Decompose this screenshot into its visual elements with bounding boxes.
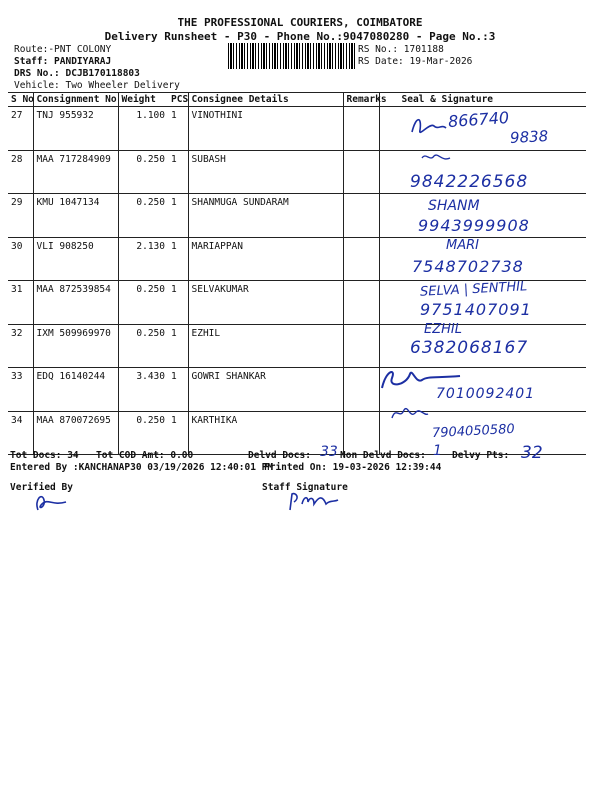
cell-weight: 0.250 [118, 411, 168, 455]
drs-value: DCJB170118803 [65, 68, 140, 79]
cell-weight: 0.250 [118, 324, 168, 368]
staff-signature-label: Staff Signature [262, 482, 348, 493]
col-pcs: PCS [168, 93, 188, 107]
cell-consignment: MAA 717284909 [33, 150, 118, 194]
cell-sno: 32 [8, 324, 33, 368]
drs-number [14, 68, 140, 79]
cell-consignment: KMU 1047134 [33, 194, 118, 238]
cell-weight: 1.100 [118, 107, 168, 151]
cell-pcs: 1 [168, 324, 188, 368]
non-delivered-value: 1 [433, 443, 442, 459]
cell-consignment: EDQ 16140244 [33, 368, 118, 412]
cell-sno: 33 [8, 368, 33, 412]
cell-weight: 0.250 [118, 194, 168, 238]
cell-remarks [343, 281, 379, 325]
hw-number: 7904050580 [431, 421, 516, 442]
col-sno: S No [8, 93, 33, 107]
cell-remarks [343, 150, 379, 194]
cell-weight: 0.250 [118, 281, 168, 325]
table-header-row [8, 93, 586, 107]
cell-pcs: 1 [168, 107, 188, 151]
cell-sno: 31 [8, 281, 33, 325]
printed-on: Printed On: 19-03-2026 12:39:44 [264, 462, 442, 473]
hw-number: 9842226568 [410, 172, 529, 192]
verifier-signature [30, 490, 70, 514]
cell-consignee: KARTHIKA [188, 411, 343, 455]
cell-remarks [343, 411, 379, 455]
cell-sno: 30 [8, 237, 33, 281]
delivered-docs-value: 33 [320, 444, 338, 460]
total-cod: Tot COD Amt: 0.00 [96, 450, 194, 461]
cell-remarks [343, 237, 379, 281]
cell-remarks [343, 194, 379, 238]
cell-consignee: GOWRI SHANKAR [188, 368, 343, 412]
cell-pcs: 1 [168, 150, 188, 194]
cell-pcs: 1 [168, 368, 188, 412]
col-consignment: Consignment No [33, 93, 118, 107]
delivery-points-label: Delvy Pts: [452, 450, 510, 461]
hw-number: 866740 [447, 107, 510, 132]
cell-consignee: MARIAPPAN [188, 237, 343, 281]
col-weight: Weight [118, 93, 168, 107]
hw-number: 6382068167 [410, 338, 529, 358]
col-consignee: Consignee Details [188, 93, 343, 107]
rs-date: RS Date: 19-Mar-2026 [358, 56, 473, 67]
cell-consignment: MAA 872539854 [33, 281, 118, 325]
hw-number: 9838 [509, 127, 549, 147]
hw-name: SELVA | SENTHIL [419, 279, 528, 300]
hw-number: 7548702738 [412, 257, 524, 276]
cell-consignee: SHANMUGA SUNDARAM [188, 194, 343, 238]
cell-consignee: EZHIL [188, 324, 343, 368]
cell-sno: 28 [8, 150, 33, 194]
cell-sno: 29 [8, 194, 33, 238]
hw-name: SHANM [428, 198, 480, 214]
signature-scribble [408, 112, 448, 140]
cell-sno: 34 [8, 411, 33, 455]
cell-sno: 27 [8, 107, 33, 151]
cell-consignment: VLI 908250 [33, 237, 118, 281]
cell-weight: 3.430 [118, 368, 168, 412]
total-docs: Tot Docs: 34 [10, 450, 79, 461]
cell-consignee: SUBASH [188, 150, 343, 194]
signature-scribble [420, 150, 460, 168]
cell-consignment: TNJ 955932 [33, 107, 118, 151]
runsheet-subtitle: Delivery Runsheet - P30 - Phone No.:9047080280 - Page No.:3 [104, 30, 496, 43]
staff-signature [282, 488, 342, 514]
delivered-docs-label: Delvd Docs: [248, 450, 311, 461]
hw-number: 7010092401 [436, 386, 536, 402]
cell-weight: 2.130 [118, 237, 168, 281]
verified-by-label: Verified By [10, 482, 73, 493]
cell-consignee: VINOTHINI [188, 107, 343, 151]
drs-label: DRS No.: [14, 68, 60, 79]
cell-remarks [343, 107, 379, 151]
cell-pcs: 1 [168, 411, 188, 455]
cell-remarks [343, 324, 379, 368]
barcode [228, 43, 356, 69]
signature-scribble [390, 404, 430, 424]
cell-pcs: 1 [168, 194, 188, 238]
delivery-points-value: 32 [521, 443, 543, 463]
cell-pcs: 1 [168, 281, 188, 325]
vehicle-label: Vehicle: Two Wheeler Delivery [14, 80, 180, 91]
cell-consignee: SELVAKUMAR [188, 281, 343, 325]
hw-name: MARI [446, 238, 479, 253]
cell-consignment: IXM 509969970 [33, 324, 118, 368]
cell-weight: 0.250 [118, 150, 168, 194]
rs-number: RS No.: 1701188 [358, 44, 444, 55]
hw-number: 9751407091 [420, 300, 532, 319]
non-delivered-label: Non Delvd Docs: [340, 450, 426, 461]
cell-pcs: 1 [168, 237, 188, 281]
company-title: THE PROFESSIONAL COURIERS, COIMBATORE [177, 16, 423, 29]
staff-label: Staff: PANDIYARAJ [14, 56, 112, 67]
col-remarks: Remarks [343, 93, 379, 107]
cell-remarks [343, 368, 379, 412]
cell-consignment: MAA 870072695 [33, 411, 118, 455]
entered-by: Entered By :KANCHANAP30 03/19/2026 12:40:01 PM [10, 462, 274, 473]
hw-name: EZHIL [424, 322, 462, 337]
col-signature: Seal & Signature [379, 93, 586, 107]
route-label: Route:-PNT COLONY [14, 44, 112, 55]
hw-number: 9943999908 [418, 216, 530, 235]
